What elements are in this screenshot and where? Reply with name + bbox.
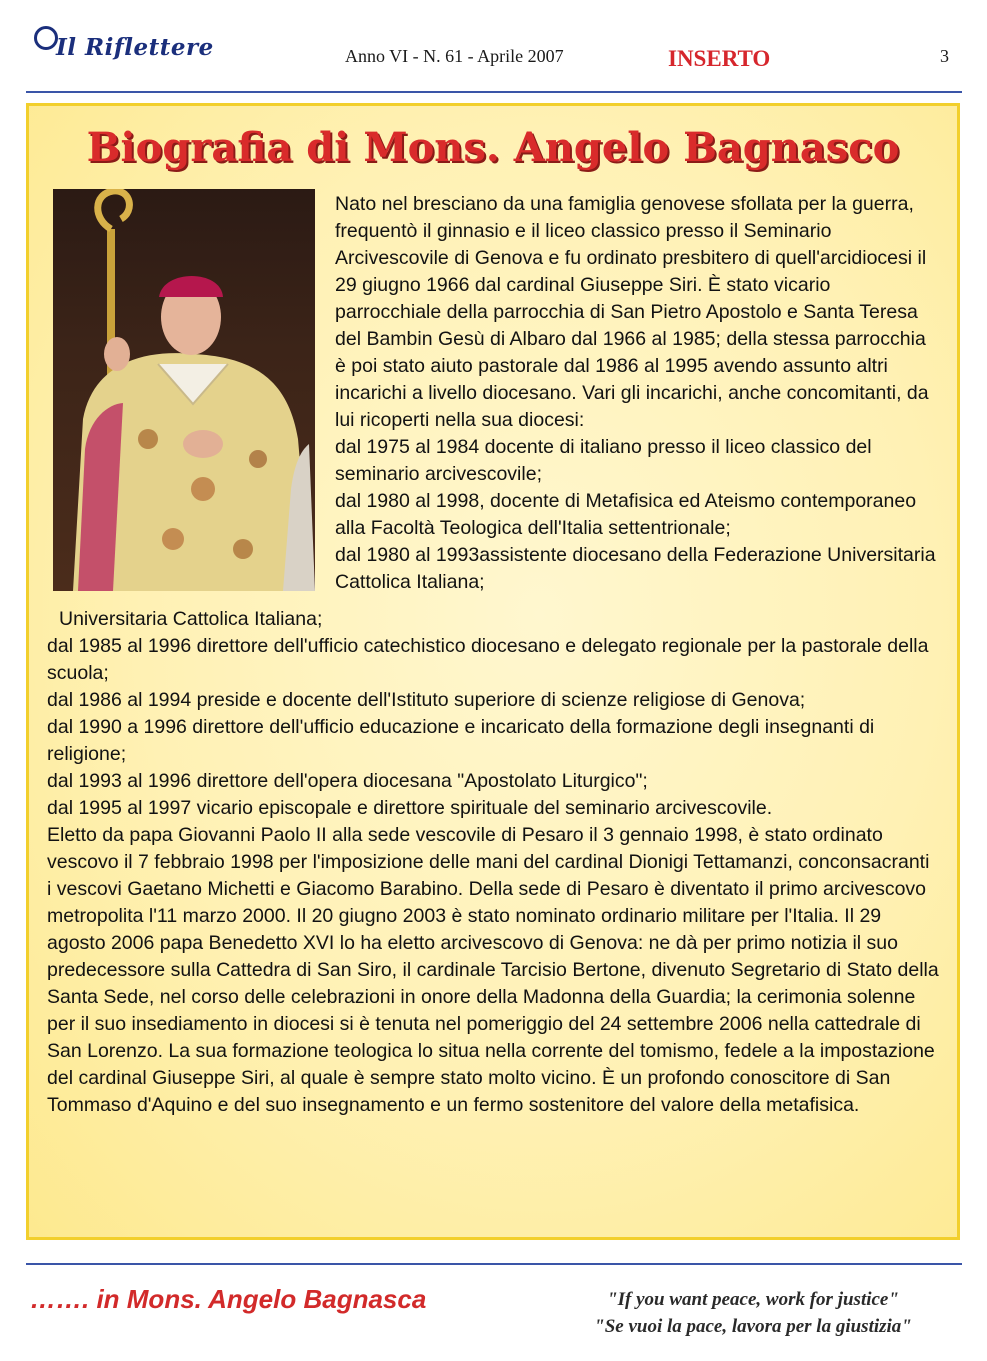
intro-text (335, 191, 939, 596)
overlapping-text-line: Universitaria Cattolica Italiana; (59, 608, 323, 630)
logo-text: Il Riflettere (56, 34, 214, 61)
footer-quote-italian: "Se vuoi la pace, lavora per la giustizia" (594, 1316, 912, 1337)
intro-paragraph: dal 1975 al 1984 docente di italiano presso il liceo classico del seminario arcivescovile; (335, 436, 872, 485)
article-title: Biografia di Mons. Angelo Bagnasco (86, 124, 900, 171)
intro-paragraph: dal 1980 al 1998, docente di Metafisica ed Ateismo contemporaneo alla Facoltà Teologica dell'Italia settentrionale; (335, 490, 917, 539)
body-paragraph: dal 1986 al 1994 preside e docente dell'Istituto superiore di scienze religiose di Genova; (47, 689, 806, 711)
footer-quote-english: "If you want peace, work for justice" (607, 1289, 899, 1310)
issue-info: Anno VI - N. 61 - Aprile 2007 (345, 46, 564, 66)
biography-panel (26, 103, 960, 1240)
page-number: 3 (940, 46, 949, 66)
body-paragraph: dal 1985 al 1996 direttore dell'ufficio catechistico diocesano e delegato regionale per la pastorale della scuola; (47, 635, 929, 684)
header-divider (26, 91, 962, 93)
page-header (0, 0, 987, 95)
footer-tagline: ……. in Mons. Angelo Bagnasca (30, 1284, 427, 1314)
section-label: INSERTO (668, 46, 771, 71)
body-paragraph: dal 1990 a 1996 direttore dell'ufficio educazione e incaricato della formazione degli insegnanti di religione; (47, 716, 875, 765)
footer-divider (26, 1263, 962, 1265)
bishop-portrait-illustration (53, 189, 315, 591)
body-paragraph: dal 1995 al 1997 vicario episcopale e direttore spirituale del seminario arcivescovile. (47, 797, 773, 819)
intro-paragraph: dal 1980 al 1993assistente diocesano della Federazione Universitaria Cattolica Italiana; (335, 544, 936, 593)
body-paragraph: dal 1993 al 1996 direttore dell'opera diocesana "Apostolato Liturgico"; (47, 770, 648, 792)
bishop-photo (53, 189, 315, 591)
intro-paragraph: Nato nel bresciano da una famiglia genovese sfollata per la guerra, frequentò il ginnasio e il liceo classico presso il Seminario Arcivescovile di Genova e fu ordinato presbitero di quell'arcidiocesi il 29 giugno 1966 dal cardinal Giuseppe Siri. È stato vicario parrocchiale della parrocchia di San Pietro Apostolo e Santa Teresa del Bambin Gesù di Albaro dal 1966 al 1985; della stessa parrocchia è poi stato aiuto pastorale dal 1986 al 1995 avendo assunto altri incarichi a livello diocesano. Vari gli incarichi, anche concomitanti, da lui ricoperti nella sua diocesi: (335, 193, 929, 431)
body-paragraph: Eletto da papa Giovanni Paolo II alla sede vescovile di Pesaro il 3 gennaio 1998, è stato ordinato vescovo il 7 febbraio 1998 per l'imposizione delle mani del cardinal Dionigi Tettamanzi, conconsacranti i vescovi Gaetano Michetti e Giacomo Barabino. Della sede di Pesaro è diventato il primo arcivescovo metropolita l'11 marzo 2000. Il 20 giugno 2003 è stato nominato ordinario militare per l'Italia. Il 29 agosto 2006 papa Benedetto XVI lo ha eletto arcivescovo di Genova: ne dà per primo notizia il suo predecessore sulla Cattedra di San Siro, il cardinale Tarcisio Bertone, divenuto Segretario di Stato della Santa Sede, nel corso delle celebrazioni in onore della Madonna della Guardia; la cerimonia solenne per il suo insediamento in diocesi si è tenuta nel pomeriggio del 24 settembre 2006 nella cattedrale di San Lorenzo. La sua formazione teologica lo situa nella corrente del tomismo, fedele a la impostazione del cardinal Giuseppe Siri, al quale è sempre stato molto vicino. È un profondo conoscitore di San Tommaso d'Aquino e del suo insegnamento e un fermo sostenitore del valore della metafisica. (47, 824, 939, 1116)
body-text (47, 633, 939, 1119)
newspaper-logo (34, 26, 284, 66)
logo-ring-icon (34, 26, 58, 50)
